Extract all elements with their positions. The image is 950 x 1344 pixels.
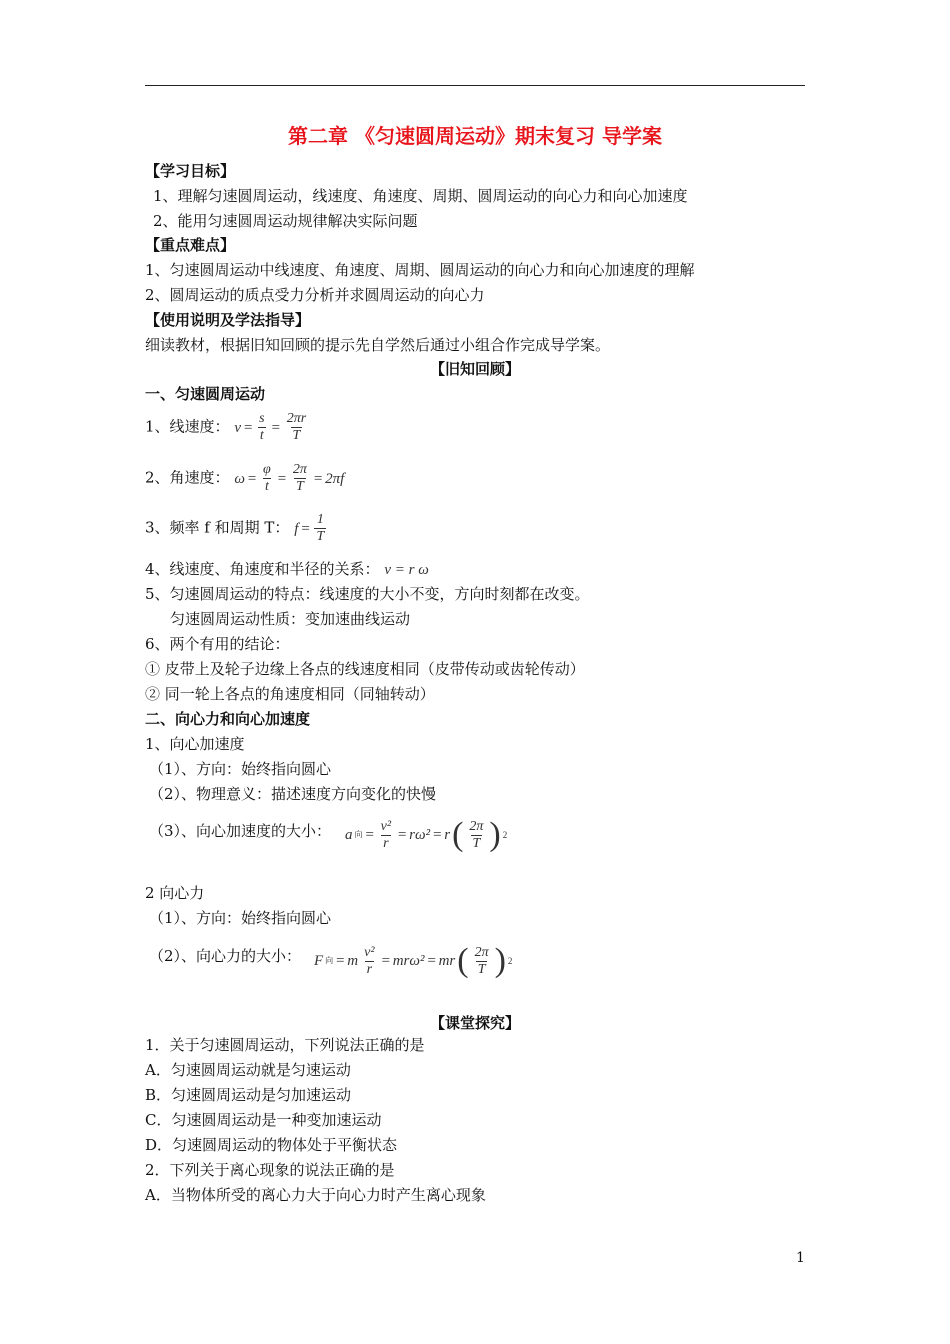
p2-2: 2 向心力 — [145, 884, 205, 902]
sym-v2-F: v² — [364, 944, 375, 960]
p2-2a: （1）、方向：始终指向圆心 — [149, 909, 332, 927]
item5b: 匀速圆周运动性质：变加速曲线运动 — [170, 610, 411, 628]
item4-label: 4、线速度、角速度和半径的关系： — [145, 560, 380, 578]
explore-header: 【课堂探究】 — [430, 1014, 521, 1032]
p2-1a: （1）、方向：始终指向圆心 — [149, 760, 332, 778]
q1-option-d: D．匀速圆周运动的物体处于平衡状态 — [145, 1136, 398, 1154]
sym-r2: r — [444, 827, 451, 843]
linear-speed-formula: v = $\frac{s}{t}$ = $\frac{2\pi r}{T}$ — [234, 411, 307, 443]
frac-s-t — [257, 411, 266, 444]
goal-2: 2、能用匀速圆周运动规律解决实际问题 — [153, 212, 418, 230]
key-2: 2、圆周运动的质点受力分析并求圆周运动的向心力 — [145, 286, 485, 304]
sym-sq-a: 2 — [502, 830, 508, 840]
sym-t2: t — [264, 479, 269, 494]
p2-2b-label: （2）、向心力的大小： — [149, 947, 302, 965]
key-header: 【重点难点】 — [145, 236, 236, 254]
sym-a-sub: 向 — [354, 830, 363, 839]
part1-heading: 一、匀速圆周运动 — [145, 385, 266, 403]
sym-T: T — [292, 428, 301, 443]
sym-mr: mr — [438, 953, 456, 969]
frac-v2-r-F — [362, 945, 376, 978]
header-rule — [145, 85, 805, 86]
p2-1b: （2）、物理意义：描述速度方向变化的快慢 — [149, 785, 437, 803]
sym-r: r — [383, 835, 389, 851]
frac-2pi-T-F — [473, 945, 491, 978]
item2-label: 2、角速度： — [145, 468, 230, 487]
item4-line — [145, 559, 429, 580]
usage-text: 细读教材，根据旧知回顾的提示先自学然后通过小组合作完成导学案。 — [145, 336, 611, 354]
sym-T2: T — [296, 479, 304, 494]
sym-omega: ω — [234, 470, 245, 487]
sym-m: m — [347, 953, 359, 969]
sym-f: f — [294, 520, 299, 537]
page-number: 1 — [796, 1250, 805, 1266]
sym-T-a: T — [472, 835, 481, 851]
q2-option-a: A．当物体所受的离心力大于向心力时产生离心现象 — [145, 1186, 486, 1204]
item6a: ① 皮带上及轮子边缘上各点的线速度相同（皮带传动或齿轮传动） — [145, 660, 585, 678]
q1: 1．关于匀速圆周运动，下列说法正确的是 — [145, 1036, 425, 1054]
part2-heading: 二、向心力和向心加速度 — [145, 710, 311, 728]
frac-phi-t — [261, 462, 273, 495]
frac-v2-r — [379, 819, 393, 852]
q1-option-b: B．匀速圆周运动是匀加速运动 — [145, 1086, 352, 1104]
sym-v2: v² — [380, 818, 392, 834]
usage-header: 【使用说明及学法指导】 — [145, 311, 311, 329]
sym-T-F: T — [477, 961, 486, 977]
frac-2pir-T — [285, 411, 308, 444]
sym-t: t — [259, 428, 264, 443]
p2-1c-label: （3）、向心加速度的大小： — [149, 822, 332, 840]
frequency-formula: f = $\frac{1}{T}$ — [294, 512, 325, 544]
frac-2pi-T-a — [467, 819, 485, 852]
sym-2pi-a: 2π — [469, 818, 484, 834]
sym-a: a — [345, 827, 353, 843]
sym-2pi: 2π — [292, 462, 307, 477]
frac-2pi-T — [291, 462, 309, 495]
item1-label: 1、线速度： — [145, 417, 230, 436]
goals-header: 【学习目标】 — [145, 162, 236, 180]
angular-speed-formula: ω = $\frac{\varphi}{t}$ = $\frac{2\pi}{T}$ = 2πf — [234, 462, 345, 494]
page-title: 第二章 《匀速圆周运动》期末复习 导学案 — [288, 124, 662, 148]
goal-1: 1、理解匀速圆周运动，线速度、角速度、周期、圆周运动的向心力和向心加速度 — [153, 187, 688, 205]
centripetal-force-formula: F 向 = m $\frac{\text{v²}}{r}$ = mrω² = mr ( $\frac{2\pi}{T}$ ) 2 — [314, 942, 513, 979]
item6: 6、两个有用的结论： — [145, 635, 290, 653]
sym-sq-F: 2 — [507, 956, 513, 966]
sym-phi: φ — [263, 462, 271, 477]
sym-mromega2: mrω² — [392, 953, 425, 969]
q1-option-a: A．匀速圆周运动就是匀速运动 — [145, 1061, 351, 1079]
key-1: 1、匀速圆周运动中线速度、角速度、周期、圆周运动的向心力和向心加速度的理解 — [145, 261, 695, 279]
sym-T3: T — [316, 529, 325, 544]
sym-F-sub: 向 — [325, 956, 334, 965]
sym-s: s — [259, 411, 265, 426]
item6b: ② 同一轮上各点的角速度相同（同轴转动） — [145, 685, 435, 703]
sym-2pi-F: 2π — [474, 944, 489, 960]
sym-1: 1 — [316, 512, 324, 527]
item2-line — [145, 462, 344, 495]
q1-option-c: C．匀速圆周运动是一种变加速运动 — [145, 1111, 382, 1129]
sym-2pir: 2πr — [286, 411, 307, 426]
centripetal-accel-formula: a 向 = $\frac{\text{v²}}{r}$ = rω² = r ( $\frac{2\pi}{T}$ ) 2 — [345, 816, 508, 853]
item1-line — [145, 411, 310, 444]
frac-1-T — [314, 512, 326, 545]
review-header: 【旧知回顾】 — [429, 360, 520, 378]
sym-r-F: r — [366, 961, 373, 977]
sym-v: v — [234, 419, 241, 436]
sym-romega2: rω² — [409, 827, 431, 843]
item3-line — [145, 512, 328, 545]
sym-2pif: 2πf — [325, 470, 345, 487]
sym-F: F — [314, 953, 324, 969]
p2-1: 1、向心加速度 — [145, 735, 245, 753]
item5: 5、匀速圆周运动的特点：线速度的大小不变，方向时刻都在改变。 — [145, 585, 590, 603]
item4-formula: v = r ω — [384, 562, 429, 578]
item3-label: 3、频率 f 和周期 T： — [145, 518, 290, 537]
q2: 2．下列关于离心现象的说法正确的是 — [145, 1161, 395, 1179]
